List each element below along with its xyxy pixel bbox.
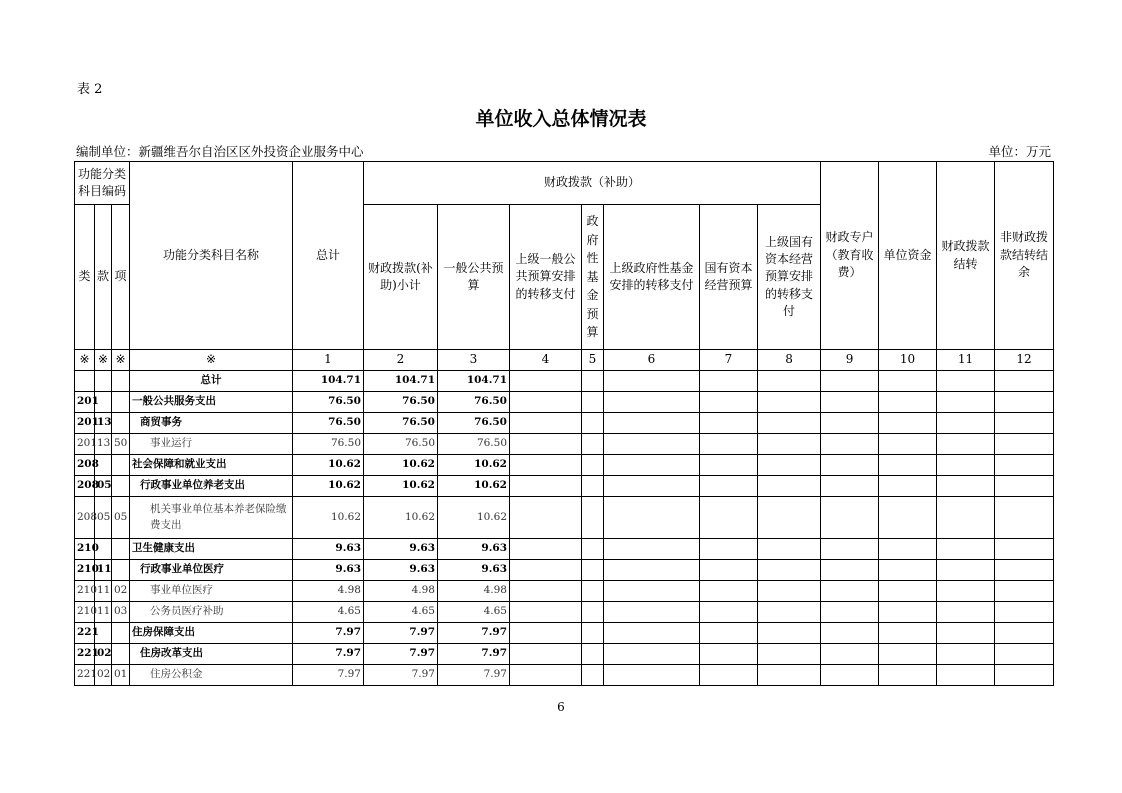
code-xiang: 50	[112, 434, 130, 455]
empty-cell	[879, 644, 937, 665]
empty-cell	[937, 371, 995, 392]
empty-cell	[758, 434, 821, 455]
code-xiang	[112, 371, 130, 392]
fiscal-subtotal-value: 7.97	[364, 644, 438, 665]
header-gov-fund: 政府性基金预算	[582, 205, 604, 350]
total-value: 4.65	[293, 602, 364, 623]
empty-cell	[604, 476, 700, 497]
empty-cell	[604, 371, 700, 392]
empty-cell	[821, 497, 879, 539]
index-cell: 4	[510, 350, 582, 371]
general-budget-value: 76.50	[438, 434, 510, 455]
empty-cell	[937, 392, 995, 413]
empty-cell	[995, 434, 1054, 455]
empty-cell	[995, 665, 1054, 686]
total-value: 10.62	[293, 497, 364, 539]
index-cell: 12	[995, 350, 1054, 371]
empty-cell	[821, 602, 879, 623]
empty-cell	[604, 602, 700, 623]
fiscal-subtotal-value: 76.50	[364, 392, 438, 413]
fiscal-subtotal-value: 7.97	[364, 623, 438, 644]
empty-cell	[582, 539, 604, 560]
total-value: 4.98	[293, 581, 364, 602]
general-budget-value: 9.63	[438, 560, 510, 581]
index-cell: 6	[604, 350, 700, 371]
header-code-group: 功能分类科目编码	[75, 162, 130, 205]
header-state-capital: 国有资本经营预算	[700, 205, 758, 350]
empty-cell	[582, 434, 604, 455]
empty-cell	[995, 455, 1054, 476]
empty-cell	[604, 644, 700, 665]
fiscal-subtotal-value: 9.63	[364, 539, 438, 560]
empty-cell	[700, 644, 758, 665]
total-value: 76.50	[293, 434, 364, 455]
empty-cell	[700, 665, 758, 686]
empty-cell	[604, 497, 700, 539]
fiscal-subtotal-value: 10.62	[364, 497, 438, 539]
item-name: 住房保障支出	[130, 623, 293, 644]
empty-cell	[510, 392, 582, 413]
total-value: 7.97	[293, 665, 364, 686]
empty-cell	[510, 476, 582, 497]
index-cell: ※	[112, 350, 130, 371]
general-budget-value: 7.97	[438, 623, 510, 644]
empty-cell	[510, 371, 582, 392]
empty-cell	[510, 497, 582, 539]
code-xiang	[112, 644, 130, 665]
empty-cell	[582, 623, 604, 644]
index-cell: ※	[95, 350, 112, 371]
page-title: 单位收入总体情况表	[475, 108, 647, 130]
code-lei: 210	[75, 602, 95, 623]
code-lei: 221	[75, 623, 95, 644]
empty-cell	[879, 371, 937, 392]
fiscal-subtotal-value: 4.98	[364, 581, 438, 602]
item-name: 事业单位医疗	[130, 581, 293, 602]
table-row	[75, 476, 1054, 497]
empty-cell	[510, 539, 582, 560]
empty-cell	[879, 476, 937, 497]
empty-cell	[995, 371, 1054, 392]
empty-cell	[879, 497, 937, 539]
empty-cell	[510, 434, 582, 455]
header-xiang: 项	[112, 205, 130, 350]
empty-cell	[582, 602, 604, 623]
code-lei	[75, 371, 95, 392]
table-row	[75, 413, 1054, 434]
empty-cell	[821, 392, 879, 413]
fiscal-subtotal-value: 76.50	[364, 413, 438, 434]
code-lei: 208	[75, 497, 95, 539]
empty-cell	[937, 539, 995, 560]
income-table	[74, 161, 1054, 686]
header-nonfiscal-carryover: 非财政拨款结转结余	[995, 162, 1054, 350]
index-cell: 2	[364, 350, 438, 371]
total-value: 9.63	[293, 539, 364, 560]
empty-cell	[821, 623, 879, 644]
general-budget-value: 10.62	[438, 455, 510, 476]
table-row	[75, 539, 1054, 560]
empty-cell	[879, 455, 937, 476]
code-kuan: 13	[95, 413, 112, 434]
empty-cell	[604, 434, 700, 455]
empty-cell	[510, 560, 582, 581]
code-kuan: 02	[95, 644, 112, 665]
general-budget-value: 4.65	[438, 602, 510, 623]
header-upper-gov-fund: 上级政府性基金安排的转移支付	[604, 205, 700, 350]
table-row	[75, 665, 1054, 686]
table-row	[75, 497, 1054, 539]
empty-cell	[995, 497, 1054, 539]
page-number: 6	[557, 700, 565, 714]
table-row	[75, 455, 1054, 476]
header-fiscal-group: 财政拨款（补助）	[364, 162, 821, 205]
code-lei: 210	[75, 560, 95, 581]
empty-cell	[758, 497, 821, 539]
empty-cell	[821, 560, 879, 581]
index-cell: ※	[130, 350, 293, 371]
empty-cell	[582, 476, 604, 497]
empty-cell	[758, 623, 821, 644]
item-name: 社会保障和就业支出	[130, 455, 293, 476]
table-row	[75, 371, 1054, 392]
empty-cell	[821, 371, 879, 392]
code-lei: 221	[75, 665, 95, 686]
empty-cell	[995, 623, 1054, 644]
code-xiang	[112, 413, 130, 434]
empty-cell	[582, 560, 604, 581]
empty-cell	[604, 539, 700, 560]
empty-cell	[879, 665, 937, 686]
total-value: 9.63	[293, 560, 364, 581]
code-xiang	[112, 392, 130, 413]
general-budget-value: 104.71	[438, 371, 510, 392]
index-cell: 9	[821, 350, 879, 371]
empty-cell	[700, 602, 758, 623]
empty-cell	[879, 581, 937, 602]
table-row	[75, 644, 1054, 665]
empty-cell	[700, 497, 758, 539]
code-xiang	[112, 539, 130, 560]
empty-cell	[582, 413, 604, 434]
empty-cell	[604, 623, 700, 644]
item-name: 总计	[130, 371, 293, 392]
empty-cell	[937, 644, 995, 665]
empty-cell	[758, 602, 821, 623]
general-budget-value: 76.50	[438, 413, 510, 434]
code-lei: 201	[75, 392, 95, 413]
fiscal-subtotal-value: 104.71	[364, 371, 438, 392]
fiscal-subtotal-value: 4.65	[364, 602, 438, 623]
fiscal-subtotal-value: 9.63	[364, 560, 438, 581]
header-name: 功能分类科目名称	[130, 162, 293, 350]
table-row	[75, 392, 1054, 413]
empty-cell	[700, 434, 758, 455]
index-cell: 8	[758, 350, 821, 371]
code-kuan: 13	[95, 434, 112, 455]
empty-cell	[510, 602, 582, 623]
code-xiang: 02	[112, 581, 130, 602]
code-lei: 201	[75, 413, 95, 434]
header-total: 总计	[293, 162, 364, 350]
empty-cell	[758, 560, 821, 581]
index-cell: 5	[582, 350, 604, 371]
empty-cell	[937, 581, 995, 602]
total-value: 10.62	[293, 476, 364, 497]
empty-cell	[995, 413, 1054, 434]
empty-cell	[582, 392, 604, 413]
empty-cell	[821, 476, 879, 497]
empty-cell	[937, 455, 995, 476]
index-cell: 11	[937, 350, 995, 371]
empty-cell	[758, 665, 821, 686]
header-fiscal-subtotal: 财政拨款(补助)小计	[364, 205, 438, 350]
empty-cell	[582, 455, 604, 476]
code-kuan	[95, 371, 112, 392]
empty-cell	[879, 560, 937, 581]
empty-cell	[995, 644, 1054, 665]
item-name: 公务员医疗补助	[130, 602, 293, 623]
empty-cell	[604, 455, 700, 476]
table-row	[75, 581, 1054, 602]
general-budget-value: 10.62	[438, 476, 510, 497]
empty-cell	[604, 560, 700, 581]
code-xiang	[112, 476, 130, 497]
total-value: 76.50	[293, 392, 364, 413]
index-cell: 3	[438, 350, 510, 371]
empty-cell	[758, 581, 821, 602]
empty-cell	[700, 581, 758, 602]
general-budget-value: 10.62	[438, 497, 510, 539]
empty-cell	[995, 581, 1054, 602]
total-value: 7.97	[293, 623, 364, 644]
header-special-edu: 财政专户（教育收费）	[821, 162, 879, 350]
empty-cell	[510, 413, 582, 434]
item-name: 商贸事务	[130, 413, 293, 434]
index-cell: 10	[879, 350, 937, 371]
general-budget-value: 9.63	[438, 539, 510, 560]
empty-cell	[937, 623, 995, 644]
item-name: 卫生健康支出	[130, 539, 293, 560]
index-row	[75, 350, 1054, 371]
empty-cell	[700, 539, 758, 560]
empty-cell	[995, 476, 1054, 497]
header-general-budget: 一般公共预算	[438, 205, 510, 350]
code-kuan: 02	[95, 665, 112, 686]
empty-cell	[700, 413, 758, 434]
table-row	[75, 602, 1054, 623]
empty-cell	[937, 497, 995, 539]
header-upper-state-capital: 上级国有资本经营预算安排的转移支付	[758, 205, 821, 350]
empty-cell	[700, 392, 758, 413]
empty-cell	[582, 371, 604, 392]
empty-cell	[758, 455, 821, 476]
table-row	[75, 434, 1054, 455]
item-name: 行政事业单位养老支出	[130, 476, 293, 497]
item-name: 住房改革支出	[130, 644, 293, 665]
general-budget-value: 7.97	[438, 665, 510, 686]
empty-cell	[700, 560, 758, 581]
table-row	[75, 560, 1054, 581]
item-name: 行政事业单位医疗	[130, 560, 293, 581]
empty-cell	[582, 665, 604, 686]
currency-unit: 单位：万元	[988, 144, 1051, 159]
empty-cell	[604, 413, 700, 434]
code-xiang: 05	[112, 497, 130, 539]
empty-cell	[937, 476, 995, 497]
code-kuan: 11	[95, 602, 112, 623]
code-lei: 221	[75, 644, 95, 665]
fiscal-subtotal-value: 7.97	[364, 665, 438, 686]
item-name: 事业运行	[130, 434, 293, 455]
index-cell: 7	[700, 350, 758, 371]
empty-cell	[510, 623, 582, 644]
code-lei: 210	[75, 539, 95, 560]
header-upper-general: 上级一般公共预算安排的转移支付	[510, 205, 582, 350]
empty-cell	[879, 392, 937, 413]
code-xiang	[112, 560, 130, 581]
empty-cell	[758, 644, 821, 665]
empty-cell	[700, 623, 758, 644]
code-lei: 201	[75, 434, 95, 455]
code-kuan: 11	[95, 581, 112, 602]
empty-cell	[510, 455, 582, 476]
empty-cell	[995, 602, 1054, 623]
empty-cell	[604, 665, 700, 686]
empty-cell	[821, 665, 879, 686]
empty-cell	[758, 392, 821, 413]
empty-cell	[582, 497, 604, 539]
empty-cell	[937, 560, 995, 581]
empty-cell	[582, 581, 604, 602]
empty-cell	[879, 623, 937, 644]
empty-cell	[937, 434, 995, 455]
code-lei: 208	[75, 476, 95, 497]
empty-cell	[758, 413, 821, 434]
empty-cell	[879, 539, 937, 560]
empty-cell	[937, 413, 995, 434]
header-unit-funds: 单位资金	[879, 162, 937, 350]
code-xiang	[112, 623, 130, 644]
empty-cell	[582, 644, 604, 665]
code-lei: 210	[75, 581, 95, 602]
empty-cell	[937, 665, 995, 686]
empty-cell	[510, 665, 582, 686]
code-kuan: 05	[95, 476, 112, 497]
empty-cell	[879, 413, 937, 434]
header-fiscal-carryover: 财政拨款结转	[937, 162, 995, 350]
empty-cell	[821, 434, 879, 455]
fiscal-subtotal-value: 76.50	[364, 434, 438, 455]
code-kuan: 11	[95, 560, 112, 581]
empty-cell	[821, 455, 879, 476]
empty-cell	[604, 392, 700, 413]
empty-cell	[758, 539, 821, 560]
empty-cell	[821, 644, 879, 665]
total-value: 10.62	[293, 455, 364, 476]
general-budget-value: 76.50	[438, 392, 510, 413]
empty-cell	[510, 644, 582, 665]
index-cell: 1	[293, 350, 364, 371]
total-value: 76.50	[293, 413, 364, 434]
item-name: 住房公积金	[130, 665, 293, 686]
code-kuan: 05	[95, 497, 112, 539]
empty-cell	[995, 392, 1054, 413]
item-name: 一般公共服务支出	[130, 392, 293, 413]
header-lei: 类	[75, 205, 95, 350]
index-cell: ※	[75, 350, 95, 371]
empty-cell	[758, 371, 821, 392]
code-xiang: 01	[112, 665, 130, 686]
fiscal-subtotal-value: 10.62	[364, 476, 438, 497]
code-xiang: 03	[112, 602, 130, 623]
empty-cell	[821, 581, 879, 602]
empty-cell	[879, 602, 937, 623]
table-row	[75, 623, 1054, 644]
empty-cell	[700, 371, 758, 392]
header-kuan: 款	[95, 205, 112, 350]
empty-cell	[995, 539, 1054, 560]
fiscal-subtotal-value: 10.62	[364, 455, 438, 476]
empty-cell	[510, 581, 582, 602]
code-lei: 208	[75, 455, 95, 476]
general-budget-value: 7.97	[438, 644, 510, 665]
empty-cell	[937, 602, 995, 623]
empty-cell	[995, 560, 1054, 581]
total-value: 104.71	[293, 371, 364, 392]
general-budget-value: 4.98	[438, 581, 510, 602]
empty-cell	[700, 476, 758, 497]
empty-cell	[700, 455, 758, 476]
item-name: 机关事业单位基本养老保险缴费支出	[130, 497, 293, 539]
empty-cell	[821, 413, 879, 434]
total-value: 7.97	[293, 644, 364, 665]
empty-cell	[879, 434, 937, 455]
table-number: 表 2	[77, 82, 103, 97]
empty-cell	[604, 581, 700, 602]
compiling-unit: 编制单位：新疆维吾尔自治区区外投资企业服务中心	[76, 144, 364, 159]
empty-cell	[758, 476, 821, 497]
code-xiang	[112, 455, 130, 476]
empty-cell	[821, 539, 879, 560]
